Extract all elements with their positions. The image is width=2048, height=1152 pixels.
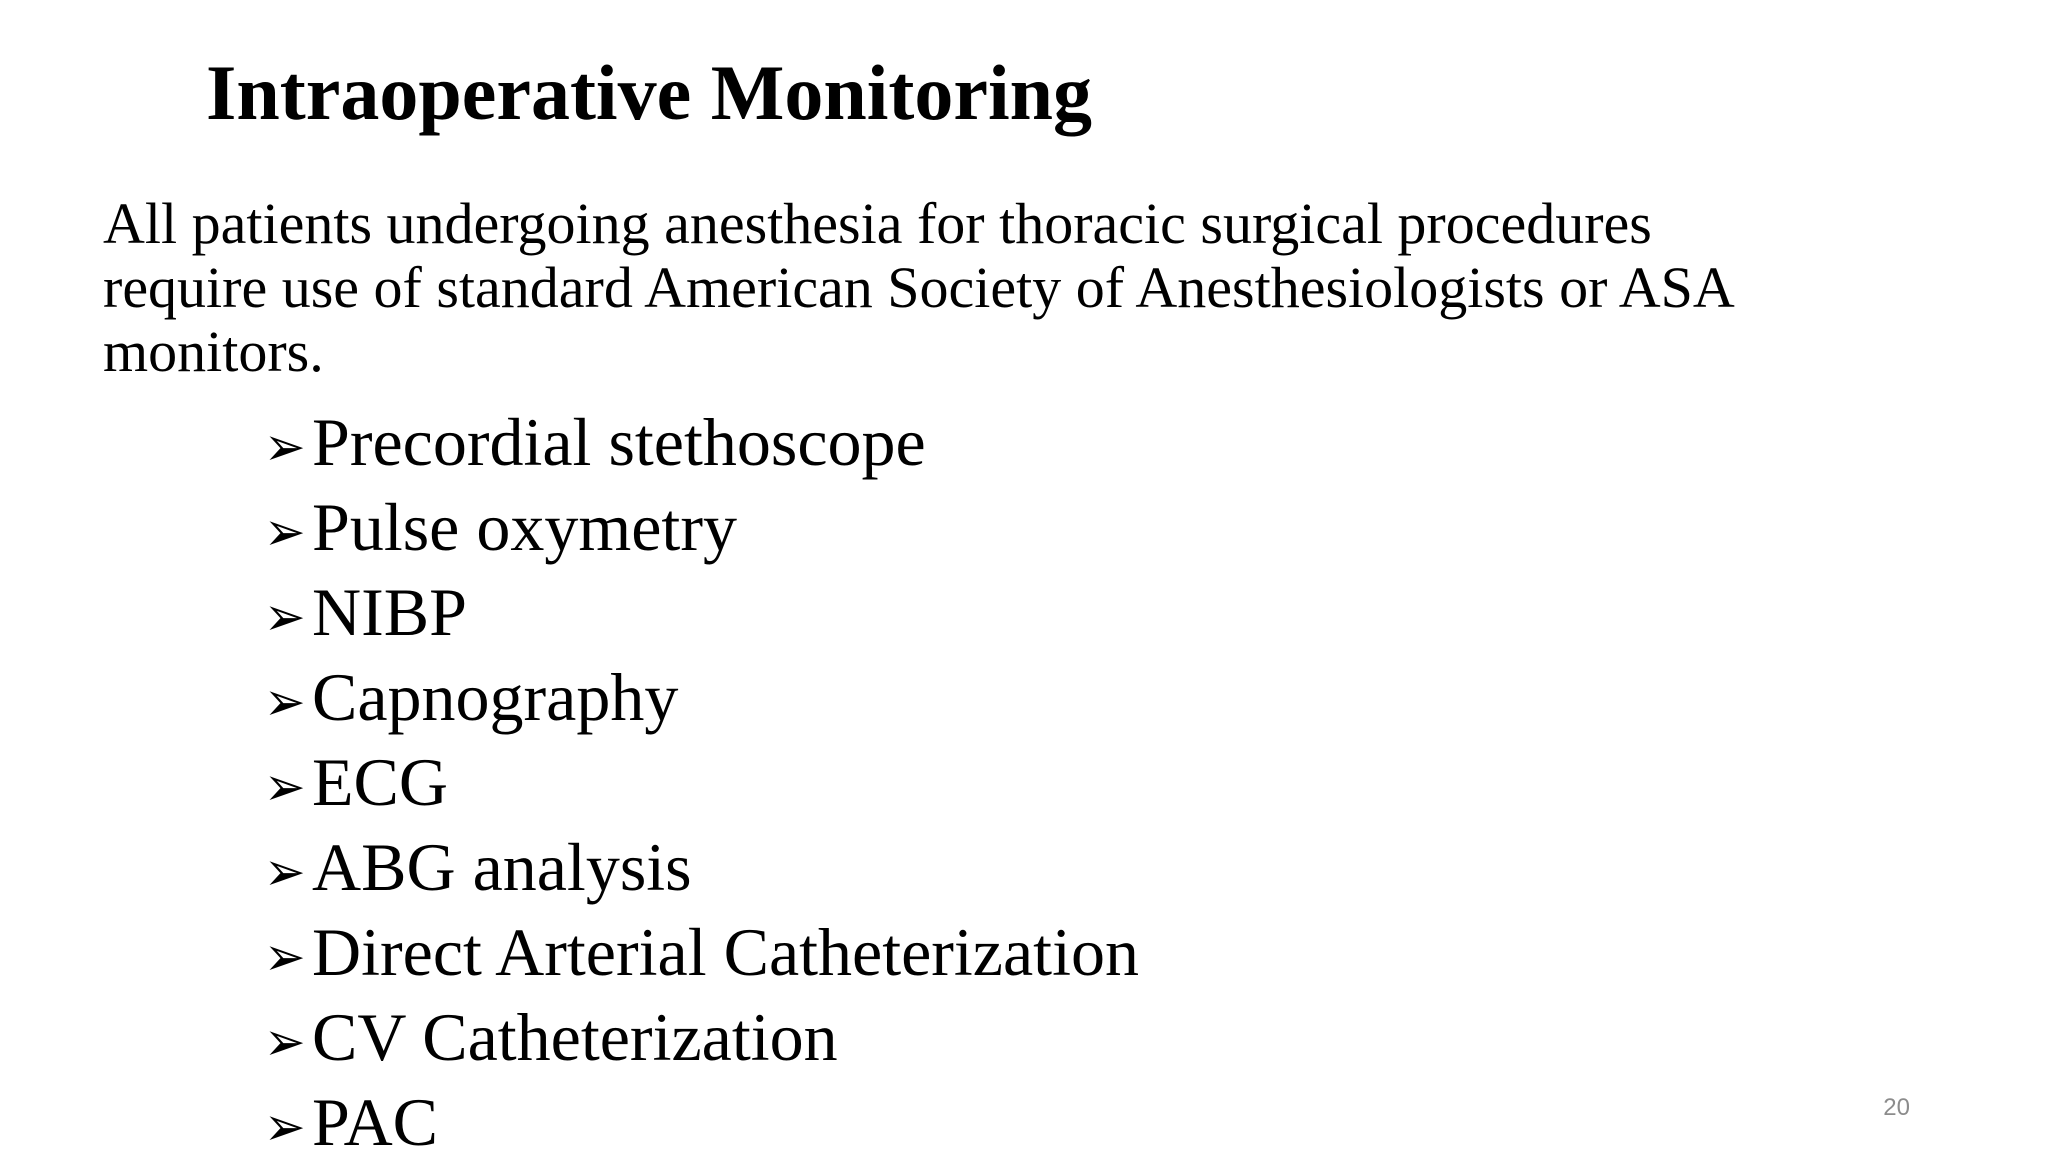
list-item-label: Capnography [312, 659, 679, 735]
list-item-label: NIBP [312, 574, 467, 650]
arrow-bullet-icon: ➢ [264, 840, 306, 903]
list-item [262, 995, 1139, 1080]
list-item [262, 570, 1139, 655]
list-item-label: PAC [312, 1084, 439, 1152]
slide-title: Intraoperative Monitoring [206, 49, 1093, 136]
monitor-list [262, 400, 1139, 1152]
arrow-bullet-icon: ➢ [264, 925, 306, 988]
page-number: 20 [1883, 1094, 1910, 1121]
list-item-label: Precordial stethoscope [312, 404, 926, 480]
intro-line: monitors. [103, 319, 324, 384]
list-item [262, 400, 1139, 485]
list-item [262, 910, 1139, 995]
arrow-bullet-icon: ➢ [264, 1010, 306, 1073]
list-item-label: Direct Arterial Catheterization [312, 914, 1139, 990]
list-item-label: CV Catheterization [312, 999, 838, 1075]
arrow-bullet-icon: ➢ [264, 585, 306, 648]
list-item [262, 825, 1139, 910]
list-item [262, 740, 1139, 825]
list-item [262, 655, 1139, 740]
list-item [262, 485, 1139, 570]
intro-paragraph [103, 192, 1903, 384]
intro-line: All patients undergoing anesthesia for thoracic surgical procedures [103, 191, 1652, 256]
list-item-label: ECG [312, 744, 448, 820]
arrow-bullet-icon: ➢ [264, 1095, 306, 1152]
arrow-bullet-icon: ➢ [264, 500, 306, 563]
intro-line: require use of standard American Society of Anesthesiologists or ASA [103, 255, 1735, 320]
arrow-bullet-icon: ➢ [264, 415, 306, 478]
list-item-label: Pulse oxymetry [312, 489, 737, 565]
list-item [262, 1080, 1139, 1152]
arrow-bullet-icon: ➢ [264, 670, 306, 733]
list-item-label: ABG analysis [312, 829, 692, 905]
arrow-bullet-icon: ➢ [264, 755, 306, 818]
